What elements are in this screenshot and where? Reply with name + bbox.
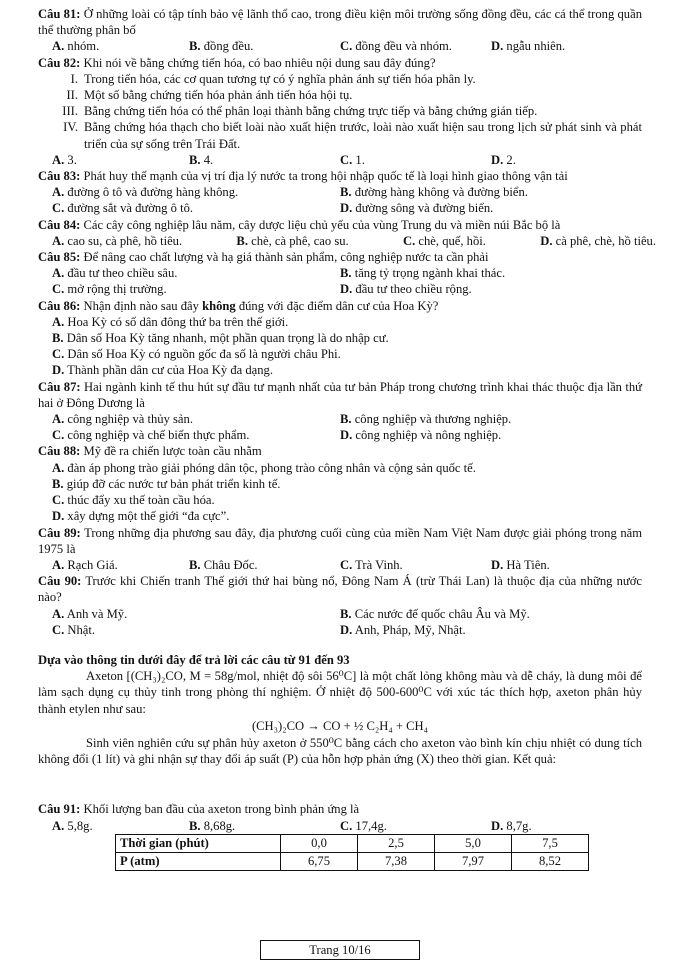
option-c[interactable]: C. Trà Vinh. xyxy=(340,557,403,572)
options xyxy=(38,427,642,443)
option-d[interactable]: D. cà phê, chè, hồ tiêu. xyxy=(540,233,656,248)
option-d[interactable]: D. đường sông và đường biển. xyxy=(340,201,494,216)
option-b[interactable]: B. Các nước đế quốc châu Âu và Mỹ. xyxy=(340,606,530,621)
option-d[interactable]: D. xây dựng một thế giới “đa cực”. xyxy=(52,509,230,524)
page-number: Trang 10/16 xyxy=(260,940,419,960)
question-83 xyxy=(38,168,642,217)
table-cell: 7,97 xyxy=(435,853,512,871)
statement-4: IV. Bằng chứng hóa thạch cho biết loài nào xuất hiện trước, loài nào xuất hiện sau trong lịch sử phát sinh và phát triển của sự sống trên Trái Đất. xyxy=(63,120,642,151)
options xyxy=(38,152,642,168)
options xyxy=(38,818,642,834)
option-d[interactable]: D. Thành phần dân cư của Hoa Kỳ đa dạng. xyxy=(52,363,273,378)
option-b[interactable]: B. giúp đỡ các nước tư bản phát triển kinh tế. xyxy=(52,476,281,491)
question-stem: Mỹ đề ra chiến lược toàn cầu nhằm xyxy=(83,444,262,459)
option-c[interactable]: C. 17,4g. xyxy=(340,818,387,833)
table-cell: 7,5 xyxy=(512,835,589,853)
question-stem: Các cây công nghiệp lâu năm, cây dược liệu chủ yếu của vùng Trung du và miền núi Bắc bộ là xyxy=(83,217,561,232)
question-number: Câu 86: xyxy=(38,298,81,313)
option-a[interactable]: A. đầu tư theo chiều sâu. xyxy=(52,266,178,281)
option-c[interactable]: C. Nhật. xyxy=(52,622,96,637)
option-d[interactable]: D. Anh, Pháp, Mỹ, Nhật. xyxy=(340,622,466,637)
option-d[interactable]: D. 2. xyxy=(491,152,516,167)
reaction-equation: (CH₃)₂CO → CO + ½ C₂H₄ + CH₄ xyxy=(251,718,429,733)
options xyxy=(38,557,642,573)
pressure-time-table xyxy=(115,834,589,871)
question-stem: Khi nói về bằng chứng tiến hóa, có bao nhiêu nội dung sau đây đúng? xyxy=(83,55,436,70)
question-number: Câu 87: xyxy=(38,379,81,394)
table-cell: 7,38 xyxy=(358,853,435,871)
table-spacer xyxy=(38,767,642,801)
option-b[interactable]: B. đường hàng không và đường biển. xyxy=(340,185,528,200)
option-a[interactable]: A. Anh và Mỹ. xyxy=(52,606,128,621)
page-footer xyxy=(0,940,680,960)
option-a[interactable]: A. cao su, cà phê, hồ tiêu. xyxy=(52,233,183,248)
question-number: Câu 83: xyxy=(38,169,81,184)
question-stem: Trong những địa phương sau đây, địa phương cuối cùng của miền Nam Việt Nam được giải phóng trong năm 1975 là xyxy=(38,525,642,556)
options xyxy=(38,411,642,427)
option-a[interactable]: A. Rạch Giá. xyxy=(52,557,118,572)
table-row xyxy=(116,853,589,871)
option-c[interactable]: C. thúc đẩy xu thế toàn cầu hóa. xyxy=(52,493,215,508)
statement-1: I. Trong tiến hóa, các cơ quan tương tự có ý nghĩa phản ánh sự tiến hóa phân ly. xyxy=(70,71,476,86)
option-d[interactable]: D. công nghiệp và nông nghiệp. xyxy=(340,428,502,443)
table-cell: 8,52 xyxy=(512,853,589,871)
option-c[interactable]: C. công nghiệp và chế biến thực phẩm. xyxy=(52,428,250,443)
question-82 xyxy=(38,55,642,168)
option-a[interactable]: A. đàn áp phong trào giải phóng dân tộc, phong trào công nhân và cộng sản quốc tế. xyxy=(52,460,476,475)
question-91 xyxy=(38,801,642,833)
option-d[interactable]: D. đầu tư theo chiều rộng. xyxy=(340,282,472,297)
option-c[interactable]: C. Dân số Hoa Kỳ có nguồn gốc đa số là người châu Phi. xyxy=(52,347,341,362)
question-stem: Nhận định nào sau đây không đúng với đặc điểm dân cư của Hoa Kỳ? xyxy=(83,298,439,313)
options xyxy=(38,622,642,638)
table-row xyxy=(116,835,589,853)
option-c[interactable]: C. mở rộng thị trường. xyxy=(52,282,167,297)
question-stem: Trước khi Chiến tranh Thế giới thứ hai bùng nổ, Đông Nam Á (trừ Thái Lan) là thuộc địa của những nước nào? xyxy=(38,574,642,605)
option-b[interactable]: B. chè, cà phê, cao su. xyxy=(236,233,349,248)
question-number: Câu 90: xyxy=(38,574,82,589)
option-c[interactable]: C. chè, quế, hồi. xyxy=(403,233,486,248)
question-stem: Phát huy thế mạnh của vị trí địa lý nước ta trong hội nhập quốc tế là loại hình giao thông vận tải xyxy=(83,169,568,184)
question-88 xyxy=(38,443,642,524)
table-cell: 2,5 xyxy=(358,835,435,853)
option-c[interactable]: C. đường sắt và đường ô tô. xyxy=(52,201,194,216)
question-number: Câu 88: xyxy=(38,444,81,459)
table-header-pressure: P (atm) xyxy=(116,853,281,871)
option-b[interactable]: B. Châu Đốc. xyxy=(189,557,258,572)
question-81 xyxy=(38,6,642,55)
question-number: Câu 84: xyxy=(38,217,81,232)
info-paragraph-1: Axeton [(CH₃)₂CO, M = 58g/mol, nhiệt độ sôi 56⁰C] là một chất lỏng không màu và dễ cháy, là dung môi để làm sạch dụng cụ thủy tinh trong phòng thí nghiệm. Ở nhiệt độ 500-600⁰C với xúc tác thích hợp, axeton phân hủy thành etylen như sau: xyxy=(38,669,642,716)
option-c[interactable]: C. đồng đều và nhóm. xyxy=(340,39,452,54)
table-cell: 6,75 xyxy=(281,853,358,871)
option-b[interactable]: B. tăng tỷ trọng ngành khai thác. xyxy=(340,266,506,281)
table-cell: 0,0 xyxy=(281,835,358,853)
options xyxy=(38,281,642,297)
table-header-time: Thời gian (phút) xyxy=(116,835,281,853)
question-number: Câu 81: xyxy=(38,7,81,21)
option-a[interactable]: A. 3. xyxy=(52,152,77,167)
options xyxy=(38,200,642,216)
question-number: Câu 85: xyxy=(38,250,81,265)
section-title: Dựa vào thông tin dưới đây để trả lời các câu từ 91 đến 93 xyxy=(38,652,350,667)
question-stem: Để nâng cao chất lượng và hạ giá thành sản phẩm, công nghiệp nước ta cần phải xyxy=(83,250,489,265)
question-86 xyxy=(38,298,642,379)
option-a[interactable]: A. Hoa Kỳ có số dân đông thứ ba trên thế giới. xyxy=(52,314,289,329)
question-87 xyxy=(38,379,642,444)
question-84 xyxy=(38,217,656,249)
question-number: Câu 89: xyxy=(38,525,81,540)
question-90 xyxy=(38,573,642,638)
question-number: Câu 82: xyxy=(38,55,81,70)
options xyxy=(38,38,642,54)
option-d[interactable]: D. ngẫu nhiên. xyxy=(491,39,566,54)
question-stem: Ở những loài có tập tính bảo vệ lãnh thổ cao, trong điều kiện môi trường sống đồng đều, các cá thể trong quần thể thường phân bố xyxy=(38,7,642,38)
option-b[interactable]: B. công nghiệp và thương nghiệp. xyxy=(340,412,512,427)
option-d[interactable]: D. 8,7g. xyxy=(491,818,532,833)
options xyxy=(38,265,642,281)
statement-2: II. Một số bằng chứng tiến hóa phản ánh tiến hóa hội tụ. xyxy=(66,88,353,103)
option-b[interactable]: B. 8,68g. xyxy=(189,818,236,833)
options xyxy=(38,606,642,622)
option-b[interactable]: B. đồng đều. xyxy=(189,39,254,54)
options xyxy=(38,233,656,249)
option-d[interactable]: D. Hà Tiên. xyxy=(491,557,550,572)
option-a[interactable]: A. công nghiệp và thủy sản. xyxy=(52,412,193,427)
option-c[interactable]: C. 1. xyxy=(340,152,365,167)
question-stem: Khối lượng ban đầu của axeton trong bình phản ứng là xyxy=(83,802,360,817)
question-89 xyxy=(38,525,642,574)
question-85 xyxy=(38,249,642,298)
option-b[interactable]: B. 4. xyxy=(189,152,214,167)
statement-3: III. Bằng chứng tiến hóa có thể phân loại thành bằng chứng trực tiếp và bằng chứng gián tiếp. xyxy=(62,104,538,119)
question-number: Câu 91: xyxy=(38,802,81,817)
question-stem: Hai ngành kinh tế thu hút sự đầu tư mạnh nhất của tư bản Pháp trong chương trình khai thác thuộc địa lần thứ hai ở Đông Dương là xyxy=(38,379,642,410)
options xyxy=(38,184,642,200)
option-a[interactable]: A. nhóm. xyxy=(52,39,100,54)
option-a[interactable]: A. 5,8g. xyxy=(52,818,93,833)
option-b[interactable]: B. Dân số Hoa Kỳ tăng nhanh, một phần quan trọng là do nhập cư. xyxy=(52,331,389,346)
info-paragraph-2: Sinh viên nghiên cứu sự phân hủy axeton ở 550⁰C bằng cách cho axeton vào bình kín chịu nhiệt có dung tích không đổi (1 lít) và ghi nhận sự thay đổi áp suất (P) của hỗn hợp phản ứng (X) theo thời gian. Kết quả: xyxy=(38,735,642,767)
option-a[interactable]: A. đường ô tô và đường hàng không. xyxy=(52,185,239,200)
table-cell: 5,0 xyxy=(435,835,512,853)
